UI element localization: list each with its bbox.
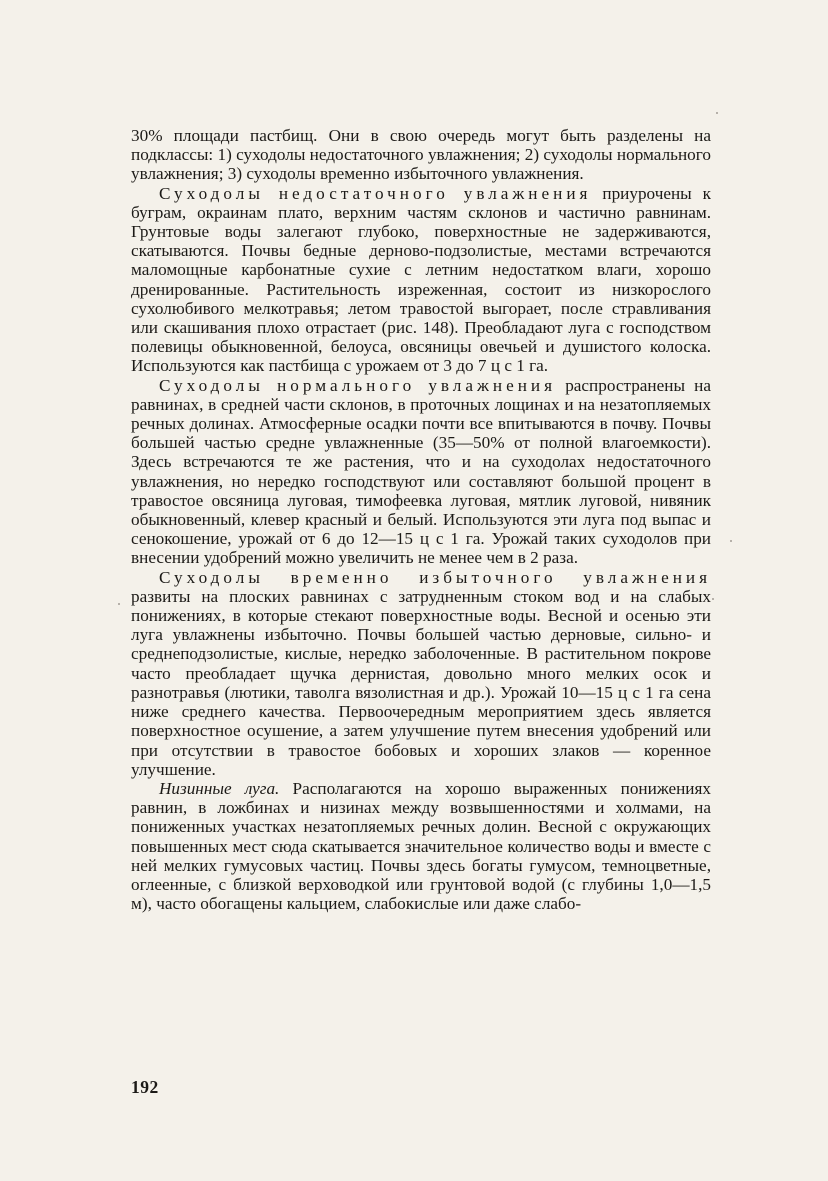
paragraph-5 xyxy=(131,779,711,913)
main-text xyxy=(131,126,711,913)
paragraph-2-text: приурочены к буграм, окраинам плато, верхним частям склонов и частично равнинам. Грунтовые воды залегают глубоко, поверхностные не задерживаются, скатываются. Почвы бедные дерново-подзолистые, местами встречаются маломощные карбонатные сухие с летним недостатком влаги, хорошо дренированные. Растительность изреженная, состоит из низкорослого сухолюбивого мелкотравья; летом травостой выгорает, после стравливания или скашивания плохо отрастает (рис. 148). Преобладают луга с господством полевицы обыкновенной, белоуса, овсяницы овечьей и душистого колоска. Используются как пастбища с урожаем от 3 до 7 ц с 1 га. xyxy=(131,183,711,376)
paper-speck xyxy=(730,540,732,542)
paragraph-5-lead: Низинные луга. xyxy=(159,778,280,798)
paragraph-3-lead: Суходолы нормального увлажнения xyxy=(159,375,557,395)
paragraph-3 xyxy=(131,376,711,568)
paragraph-2 xyxy=(131,184,711,376)
paragraph-1-text: 30% площади пастбищ. Они в свою очередь могут быть разделены на подклассы: 1) суходолы недостаточного увлажнения; 2) суходолы нормального увлажнения; 3) суходолы временно избыточного увлажнения. xyxy=(131,126,711,184)
paragraph-4-lead: Суходолы временно избыточного увлажнения xyxy=(159,567,711,587)
paper-speck xyxy=(712,598,714,600)
paper-speck xyxy=(118,603,120,605)
paragraph-4 xyxy=(131,568,711,779)
paragraph-4-text: развиты на плоских равнинах с затрудненным стоком вод и на слабых понижениях, в которые стекают поверхностные воды. Весной и осенью эти луга увлажнены избыточно. Почвы большей частью дерновые, сильно- и среднеподзолистые, кислые, нередко заболоченные. В растительном покрове часто преобладает щучка дернистая, довольно много мелких осок и разнотравья (лютики, таволга вязолистная и др.). Урожай 10—15 ц с 1 га сена ниже среднего качества. Первоочередным мероприятием здесь является поверхностное осушение, а затем улучшение путем внесения удобрений или при отсутствии в травостое бобовых и хороших злаков — коренное улучшение. xyxy=(131,586,711,779)
paragraph-1 xyxy=(131,126,711,184)
page-number: 192 xyxy=(131,1077,159,1097)
paragraph-2-lead: Суходолы недостаточного увлажнения xyxy=(159,183,592,203)
paragraph-5-text: Располагаются на хорошо выраженных понижениях равнин, в ложбинах и низинах между возвышенностями и холмами, на пониженных участках незатопляемых речных долин. Весной с окружающих повышенных мест сюда скатывается значительное количество воды и вместе с ней мелких гумусовых частиц. Почвы здесь богаты гумусом, темноцветные, оглеенные, с близкой верховодкой или грунтовой водой (с глубины 1,0—1,5 м), часто обогащены кальцием, слабокислые или даже слабо- xyxy=(131,778,711,914)
paragraph-3-text: распространены на равнинах, в средней части склонов, в проточных лощинах и на незатопляемых речных долинах. Атмосферные осадки почти все впитываются в почву. Почвы большей частью средне увлажненные (35—50% от полной влагоемкости). Здесь встречаются те же растения, что и на суходолах недостаточного увлажнения, но нередко господствуют или составляют большой процент в травостое овсяница луговая, тимофеевка луговая, мятлик луговой, нивяник обыкновенный, клевер красный и белый. Используются эти луга под выпас и сенокошение, урожай от 6 до 12—15 ц с 1 га. Урожай таких суходолов при внесении удобрений можно увеличить не менее чем в 2 раза. xyxy=(131,375,712,568)
paper-speck xyxy=(716,112,718,114)
